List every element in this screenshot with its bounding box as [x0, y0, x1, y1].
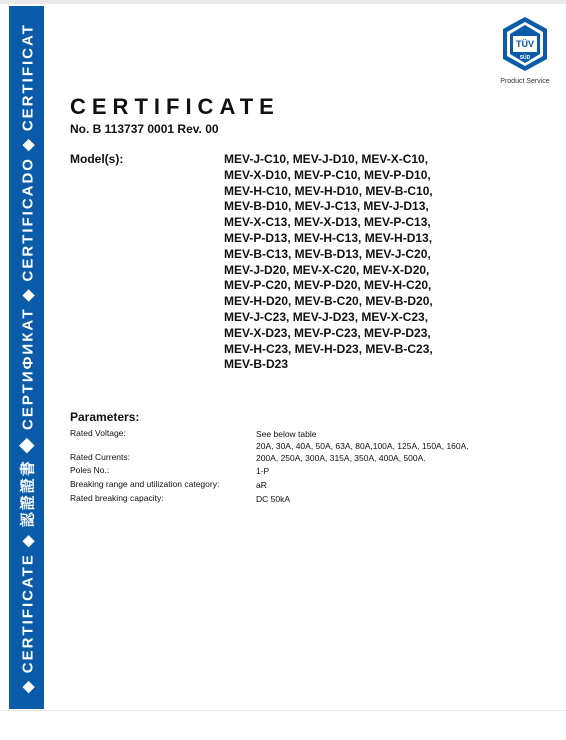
model-line: MEV-H-D20, MEV-B-C20, MEV-B-D20, — [224, 294, 433, 309]
model-line: MEV-P-D13, MEV-H-C13, MEV-H-D13, — [224, 230, 433, 245]
models-list — [224, 152, 524, 373]
logo-caption: Product Service — [500, 78, 550, 85]
page-top-edge — [0, 0, 566, 4]
breaking-capacity-label: Rated breaking capacity: — [70, 493, 164, 503]
rated-currents-value-1: 20A, 30A, 40A, 50A, 63A, 80A,100A, 125A, 150A, 160A, — [256, 441, 469, 451]
certificate-sidebar-band — [9, 6, 44, 709]
page-bottom-edge — [0, 710, 566, 740]
rated-currents-label: Rated Currents: — [70, 452, 130, 462]
model-line: MEV-J-C10, MEV-J-D10, MEV-X-C10, — [224, 152, 429, 166]
model-line: MEV-J-D20, MEV-X-C20, MEV-X-D20, — [224, 262, 430, 277]
parameters-title: Parameters: — [70, 410, 140, 424]
model-line: MEV-X-C13, MEV-X-D13, MEV-P-C13, — [224, 215, 431, 230]
certificate-number: No. B 113737 0001 Rev. 00 — [70, 122, 219, 136]
model-line: MEV-X-D10, MEV-P-C10, MEV-P-D10, — [224, 167, 431, 182]
page-title: CERTIFICATE — [70, 94, 280, 119]
tuv-sud-logo — [500, 16, 550, 72]
breaking-capacity-value: DC 50kA — [256, 494, 291, 504]
rated-voltage-value: See below table — [256, 429, 317, 439]
breaking-range-label: Breaking range and utilization category: — [70, 479, 220, 489]
models-label: Model(s): — [70, 152, 124, 166]
logo-sub: SÜD — [519, 55, 531, 61]
poles-value: 1-P — [256, 466, 270, 476]
poles-label: Poles No.: — [70, 465, 110, 475]
model-line: MEV-J-C23, MEV-J-D23, MEV-X-C23, — [224, 309, 429, 324]
model-line: MEV-X-D23, MEV-P-C23, MEV-P-D23, — [224, 325, 431, 340]
model-line: MEV-H-C23, MEV-H-D23, MEV-B-C23, — [224, 341, 433, 356]
rated-voltage-label: Rated Voltage: — [70, 428, 126, 438]
model-line: MEV-H-C10, MEV-H-D10, MEV-B-C10, — [224, 183, 433, 198]
model-line: MEV-B-C13, MEV-B-D13, MEV-J-C20, — [224, 246, 431, 261]
model-line: MEV-B-D23 — [224, 357, 289, 372]
rated-currents-value-2: 200A, 250A, 300A, 315A, 350A, 400A, 500A. — [256, 453, 426, 463]
breaking-range-value: aR — [256, 480, 267, 490]
logo-mark: TÜV — [516, 39, 534, 49]
model-line: MEV-B-D10, MEV-J-C13, MEV-J-D13, — [224, 199, 429, 214]
sidebar-text: ◆ CERTIFICATE ◆ 認證證書 ◆ СЕРТИФИКАТ ◆ CERTIFICADO ◆ CERTIFICAT — [19, 22, 36, 693]
model-line: MEV-P-C20, MEV-P-D20, MEV-H-C20, — [224, 278, 432, 293]
